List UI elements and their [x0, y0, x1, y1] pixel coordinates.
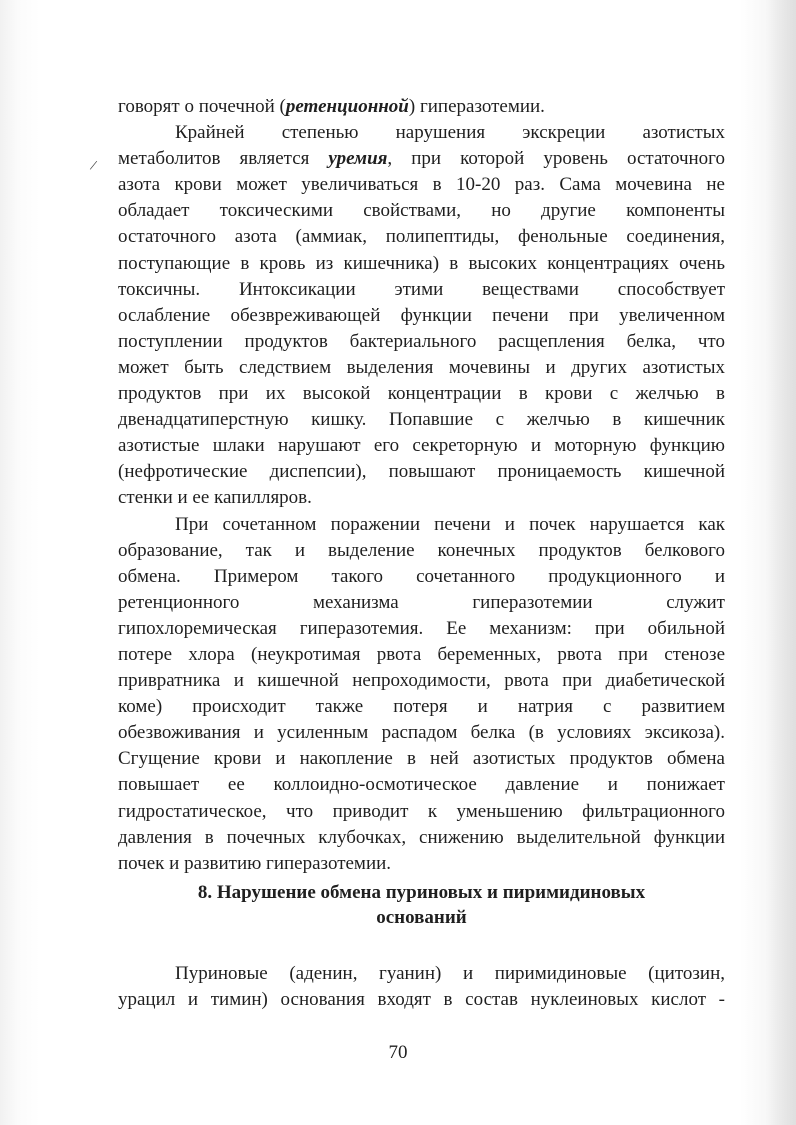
page-number: 70: [388, 1042, 408, 1063]
text-line: гидростатическое, что приводит к уменьшению фильтрационного: [118, 800, 725, 822]
text-line: Пуриновые (аденин, гуанин) и пиримидиновые (цитозин,: [175, 963, 725, 984]
text-line: коме) происходит также потеря и натрия с развитием: [118, 696, 725, 718]
text-line: поступлении продуктов бактериального расщепления белка, что: [118, 330, 725, 352]
text-line: привратника и кишечной непроходимости, рвота при диабетической: [118, 670, 725, 692]
body-text-continued: [118, 961, 725, 1013]
text-line: продуктов при их высокой концентрации в крови с желчью в: [118, 383, 725, 405]
text-line: Сгущение крови и накопление в ней азотистых продуктов обмена: [118, 748, 725, 770]
text-line: поступающие в кровь из кишечника) в высоких концентрациях очень: [118, 252, 725, 274]
section-heading: [118, 880, 725, 930]
text-line: При сочетанном поражении печени и почек нарушается как: [175, 513, 725, 535]
text-line: обладает токсическими свойствами, но другие компоненты: [118, 200, 725, 222]
text-line: метаболитов является уремия, при которой уровень остаточного: [118, 148, 725, 170]
text-line: потере хлора (неукротимая рвота беременных, рвота при стенозе: [118, 643, 725, 665]
section-heading-line: 8. Нарушение обмена пуриновых и пиримидиновых: [197, 882, 646, 903]
term-uremia: уремия: [328, 148, 388, 170]
text-line: говорят о почечной (ретенционной) гиперазотемии.: [118, 96, 545, 117]
term-retention: ретенционной: [285, 96, 409, 117]
text-line: гипохлоремическая гиперазотемия. Ее механизм: при обильной: [118, 617, 725, 639]
text-line: урацил и тимин) основания входят в состав нуклеиновых кислот -: [118, 989, 725, 1011]
text-line: образование, так и выделение конечных продуктов белкового: [118, 539, 725, 561]
text-line: повышает ее коллоидно-осмотическое давление и понижает: [118, 774, 725, 796]
text-line: токсичны. Интоксикации этими веществами способствует: [118, 278, 725, 300]
section-heading-line: оснований: [376, 907, 467, 928]
text-line: обезвоживания и усиленным распадом белка (в условиях эксикоза).: [118, 722, 725, 744]
text-line: может быть следствием выделения мочевины и других азотистых: [118, 356, 725, 378]
text-line: почек и развитию гиперазотемии.: [118, 852, 392, 874]
text-line: обмена. Примером такого сочетанного продукционного и: [118, 565, 725, 587]
body-text: [118, 94, 725, 877]
text-line: остаточного азота (аммиак, полипептиды, фенольные соединения,: [118, 226, 725, 248]
text-line: давления в почечных клубочках, снижению выделительной функции: [118, 826, 725, 848]
text-line: азотистые шлаки нарушают его секреторную и моторную функцию: [118, 435, 725, 457]
text-line: стенки и ее капилляров.: [118, 487, 312, 509]
text-line: азота крови может увеличиваться в 10-20 раз. Сама мочевина не: [118, 174, 725, 196]
text-line: двенадцатиперстную кишку. Попавшие с желчью в кишечник: [118, 409, 725, 431]
text-line: Крайней степенью нарушения экскреции азотистых: [175, 122, 725, 144]
text-line: ретенционного механизма гиперазотемии служит: [118, 591, 725, 613]
text-line: (нефротические диспепсии), повышают проницаемость кишечной: [118, 461, 725, 483]
page-edge-shadow: [766, 0, 796, 1125]
text-line: ослабление обезвреживающей функции печени при увеличенном: [118, 304, 725, 326]
margin-pencil-mark: /: [88, 157, 98, 175]
